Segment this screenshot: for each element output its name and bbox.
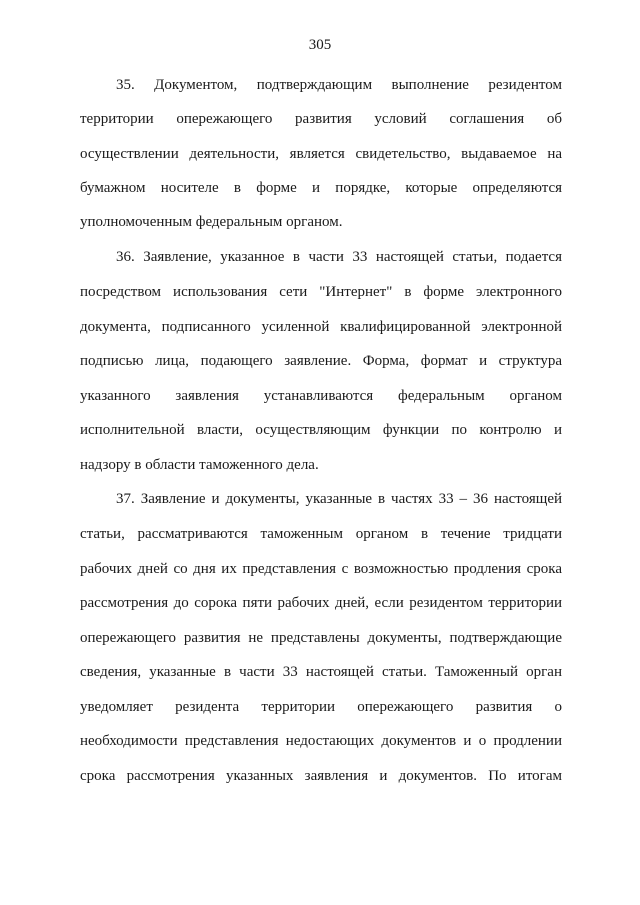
text-line: срока рассмотрения указанных заявления и документов. По итогам bbox=[80, 768, 562, 784]
text-line: рассмотрения до сорока пяти рабочих дней, если резидентом территории bbox=[80, 595, 562, 611]
text-line: 37. Заявление и документы, указанные в частях 33 – 36 настоящей bbox=[116, 491, 562, 507]
text-line: рабочих дней со дня их представления с возможностью продления срока bbox=[80, 561, 562, 577]
text-line: документа, подписанного усиленной квалифицированной электронной bbox=[80, 319, 562, 335]
text-line: исполнительной власти, осуществляющим функции по контролю и bbox=[80, 422, 562, 438]
text-line: 35. Документом, подтверждающим выполнение резидентом bbox=[116, 77, 562, 93]
text-line: опережающего развития не представлены документы, подтверждающие bbox=[80, 630, 562, 646]
text-line: статьи, рассматриваются таможенным органом в течение тридцати bbox=[80, 526, 562, 542]
text-line: 36. Заявление, указанное в части 33 настоящей статьи, подается bbox=[116, 249, 562, 265]
text-line: уполномоченным федеральным органом. bbox=[80, 214, 343, 230]
text-line: осуществлении деятельности, является свидетельство, выдаваемое на bbox=[80, 146, 562, 162]
page-number: 305 bbox=[308, 37, 332, 53]
text-line: посредством использования сети "Интернет" в форме электронного bbox=[80, 284, 562, 300]
text-line: необходимости представления недостающих документов и о продлении bbox=[80, 733, 562, 749]
text-line: надзору в области таможенного дела. bbox=[80, 457, 319, 473]
text-line: бумажном носителе в форме и порядке, которые определяются bbox=[80, 180, 562, 196]
text-line: указанного заявления устанавливаются федеральным органом bbox=[80, 388, 562, 404]
text-line: подписью лица, подающего заявление. Форма, формат и структура bbox=[80, 353, 562, 369]
text-line: уведомляет резидента территории опережающего развития о bbox=[80, 699, 562, 715]
text-line: сведения, указанные в части 33 настоящей статьи. Таможенный орган bbox=[80, 664, 562, 680]
text-line: территории опережающего развития условий соглашения об bbox=[80, 111, 562, 127]
